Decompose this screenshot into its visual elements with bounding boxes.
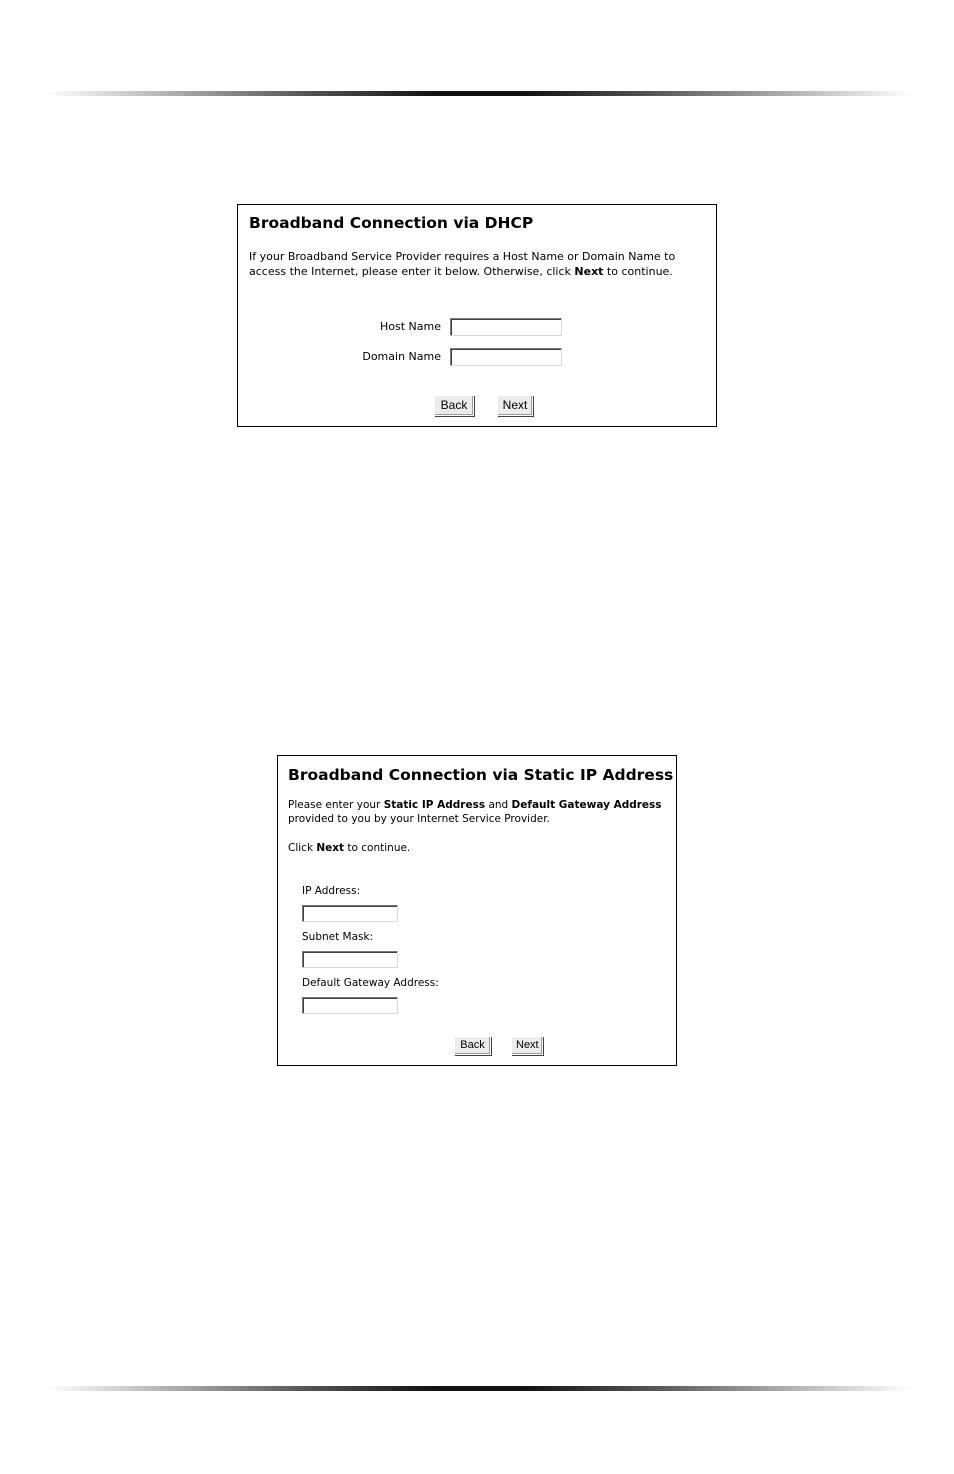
subnet-mask-input[interactable] bbox=[302, 951, 398, 968]
default-gateway-input[interactable] bbox=[302, 997, 398, 1014]
dhcp-instructions: If your Broadband Service Provider requires a Host Name or Domain Name to access the Internet, please enter it below. Otherwise, click Next to continue. bbox=[249, 250, 676, 278]
dhcp-panel bbox=[237, 204, 717, 427]
header-rule bbox=[46, 91, 912, 96]
back-button[interactable]: Back bbox=[434, 395, 474, 416]
ip-address-input[interactable] bbox=[302, 905, 398, 922]
domain-name-input[interactable] bbox=[450, 348, 562, 366]
host-name-input[interactable] bbox=[450, 318, 562, 336]
dhcp-title: Broadband Connection via DHCP bbox=[249, 214, 534, 232]
subnet-mask-label: Subnet Mask: bbox=[302, 931, 374, 943]
host-name-label: Host Name bbox=[380, 320, 441, 333]
default-gateway-label: Default Gateway Address: bbox=[302, 977, 439, 989]
static-ip-instructions: Please enter your Static IP Address and Default Gateway Address provided to you by your Internet Service Provider. bbox=[288, 799, 662, 825]
next-button[interactable]: Next bbox=[511, 1036, 543, 1055]
ip-address-label: IP Address: bbox=[302, 885, 361, 897]
static-ip-panel bbox=[277, 755, 677, 1066]
next-button[interactable]: Next bbox=[497, 395, 533, 416]
footer-rule bbox=[46, 1386, 912, 1391]
static-ip-title: Broadband Connection via Static IP Address bbox=[288, 766, 674, 784]
back-button[interactable]: Back bbox=[454, 1036, 491, 1055]
static-ip-continue-text: Click Next to continue. bbox=[288, 842, 411, 854]
domain-name-label: Domain Name bbox=[362, 350, 441, 363]
